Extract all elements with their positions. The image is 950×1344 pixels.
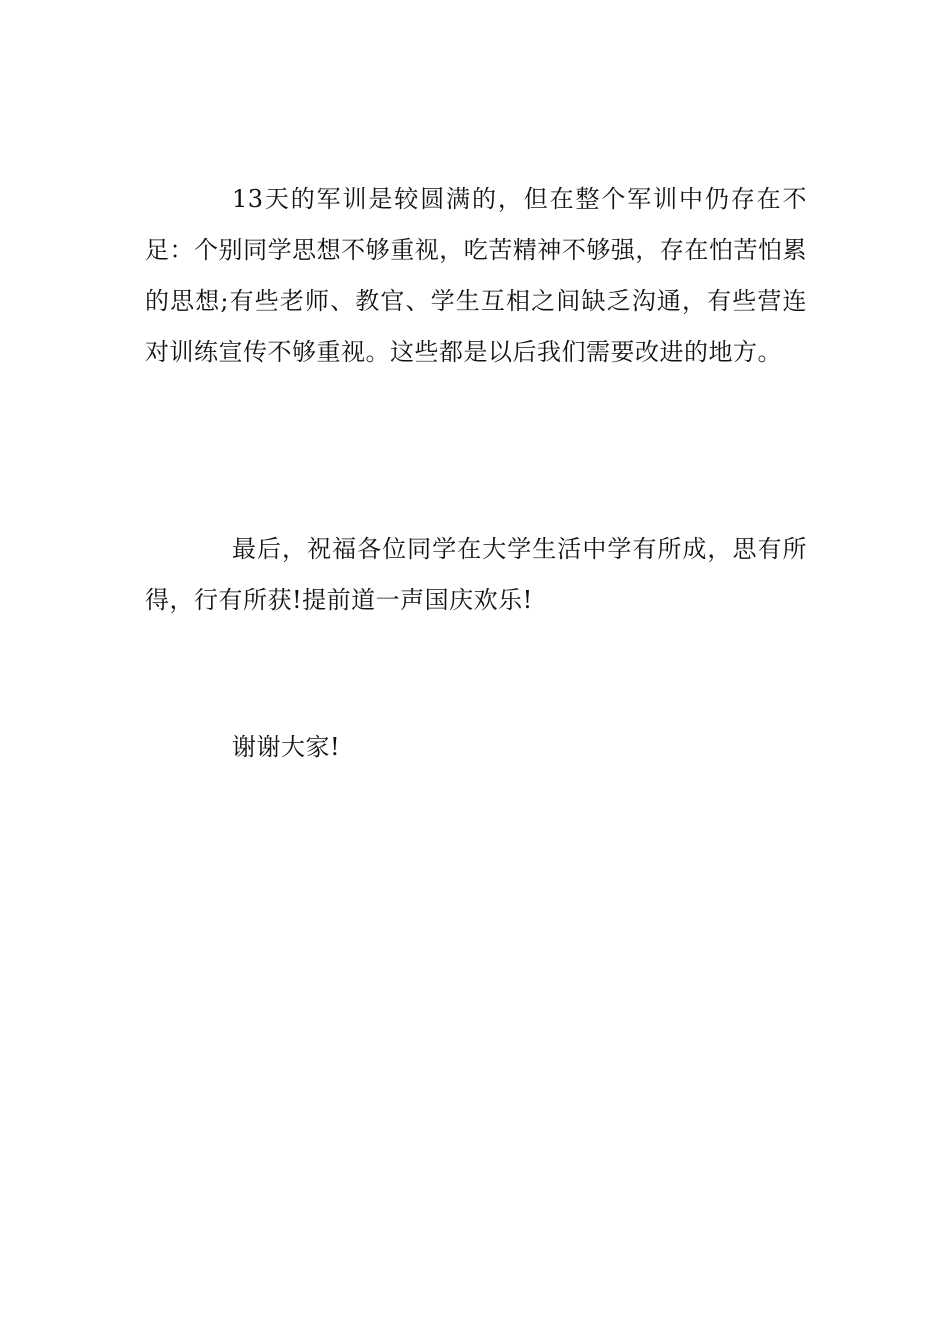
paragraph-wishes: 最后，祝福各位同学在大学生活中学有所成，思有所得，行有所获!提前道一声国庆欢乐! xyxy=(145,535,807,614)
paragraph-thanks: 谢谢大家! xyxy=(232,733,341,761)
paragraph-shortcomings: 13天的军训是较圆满的，但在整个军训中仍存在不足：个别同学思想不够重视，吃苦精神不够强，存在怕苦怕累的思想;有些老师、教官、学生互相之间缺乏沟通，有些营连对训练宣传不够重视。这些都是以后我们需要改进的地方。 xyxy=(145,185,807,366)
